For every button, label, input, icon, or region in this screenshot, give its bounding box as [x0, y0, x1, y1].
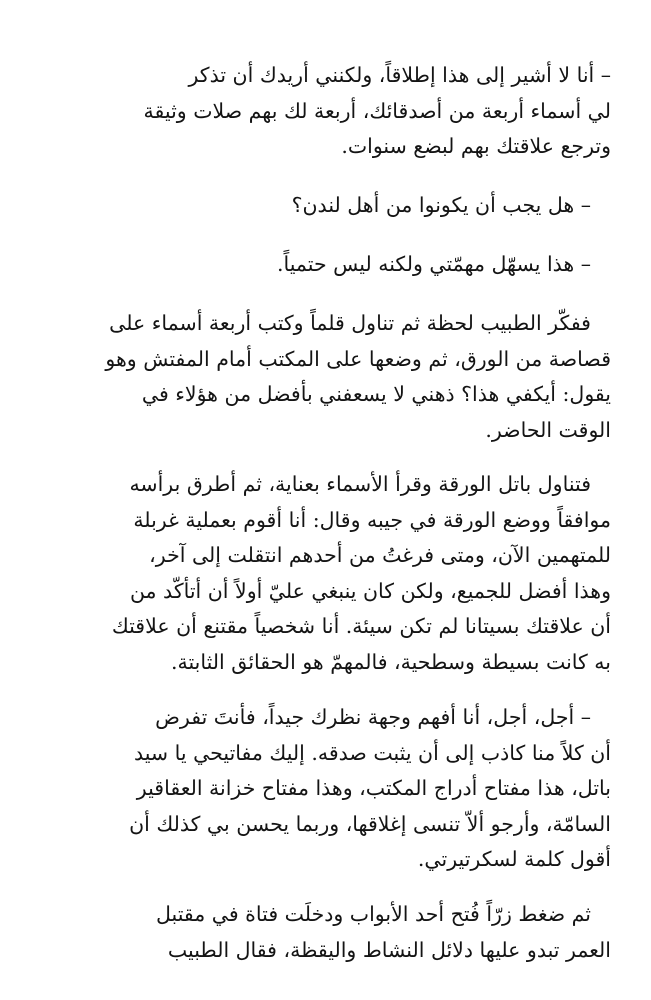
text-line: – هل يجب أن يكونوا من أهل لندن؟	[291, 193, 591, 217]
text-line: أن كلاً منا كاذب إلى أن يثبت صدقه. إليك مفاتيحي يا سيد	[133, 740, 611, 765]
text-line: أن علاقتك بسيتانا لم تكن سيئة. أنا شخصياً مقتنع أن علاقتك	[111, 614, 611, 638]
text-line: لي أسماء أربعة من أصدقائك، أربعة لك بهم صلات وثيقة	[143, 98, 611, 123]
text-line: – أجل، أجل، أنا أفهم وجهة نظرك جيداً، فأنتَ تفرض	[155, 705, 591, 729]
paragraph-dialogue-request-names	[62, 58, 611, 165]
text-line: – هذا يسهّل مهمّتي ولكنه ليس حتمياً.	[276, 252, 591, 276]
paragraph-dialogue-london-question	[62, 188, 611, 224]
text-line: السامّة، وأرجو ألاّ تنسى إغلاقها، وربما يحسن بي كذلك أن	[129, 811, 611, 836]
text-line: للمتهمين الآن، ومتى فرغتُ من أحدهم انتقلت إلى آخر،	[149, 543, 611, 567]
text-line: يقول: أيكفي هذا؟ ذهني لا يسعفني بأفضل من هؤلاء في	[141, 382, 611, 406]
text-line: ثم ضغط زرّاً فُتح أحد الأبواب ودخلَت فتاة في مقتبل	[156, 902, 591, 926]
paragraph-doctor-writes-names	[62, 306, 611, 448]
text-line: باتل، هذا مفتاح أدراج المكتب، وهذا مفتاح خزانة العقاقير	[136, 776, 611, 800]
text-line: أقول كلمة لسكرتيرتي.	[417, 847, 611, 871]
text-line: وترجع علاقتك بهم لبضع سنوات.	[341, 134, 611, 158]
text-line: فتناول باتل الورقة وقرأ الأسماء بعناية، ثم أطرق برأسه	[129, 472, 591, 496]
text-line: – أنا لا أشير إلى هذا إطلاقاً، ولكنني أريدك أن تذكر	[188, 63, 611, 87]
paragraph-dialogue-not-mandatory	[62, 247, 611, 283]
text-line: موافقاً ووضع الورقة في جيبه وقال: أنا أقوم بعملية غربلة	[133, 507, 611, 532]
text-line: قصاصة من الورق، ثم وضعها على المكتب أمام المفتش وهو	[105, 346, 611, 371]
paragraph-dialogue-keys	[62, 700, 611, 878]
text-line: به كانت بسيطة وسطحية، فالمهمّ هو الحقائق الثابتة.	[170, 649, 611, 674]
paragraph-secretary-enters	[62, 897, 611, 968]
text-line: الوقت الحاضر.	[485, 417, 611, 442]
paragraph-battle-reads-list	[62, 467, 611, 680]
text-line: ففكّر الطبيب لحظة ثم تناول قلماً وكتب أربعة أسماء على	[109, 311, 591, 335]
text-line: وهذا أفضل للجميع، ولكن كان ينبغي عليّ أولاً أن أتأكّد من	[129, 578, 611, 603]
text-line: العمر تبدو عليها دلائل النشاط واليقظة، فقال الطبيب	[167, 937, 611, 962]
